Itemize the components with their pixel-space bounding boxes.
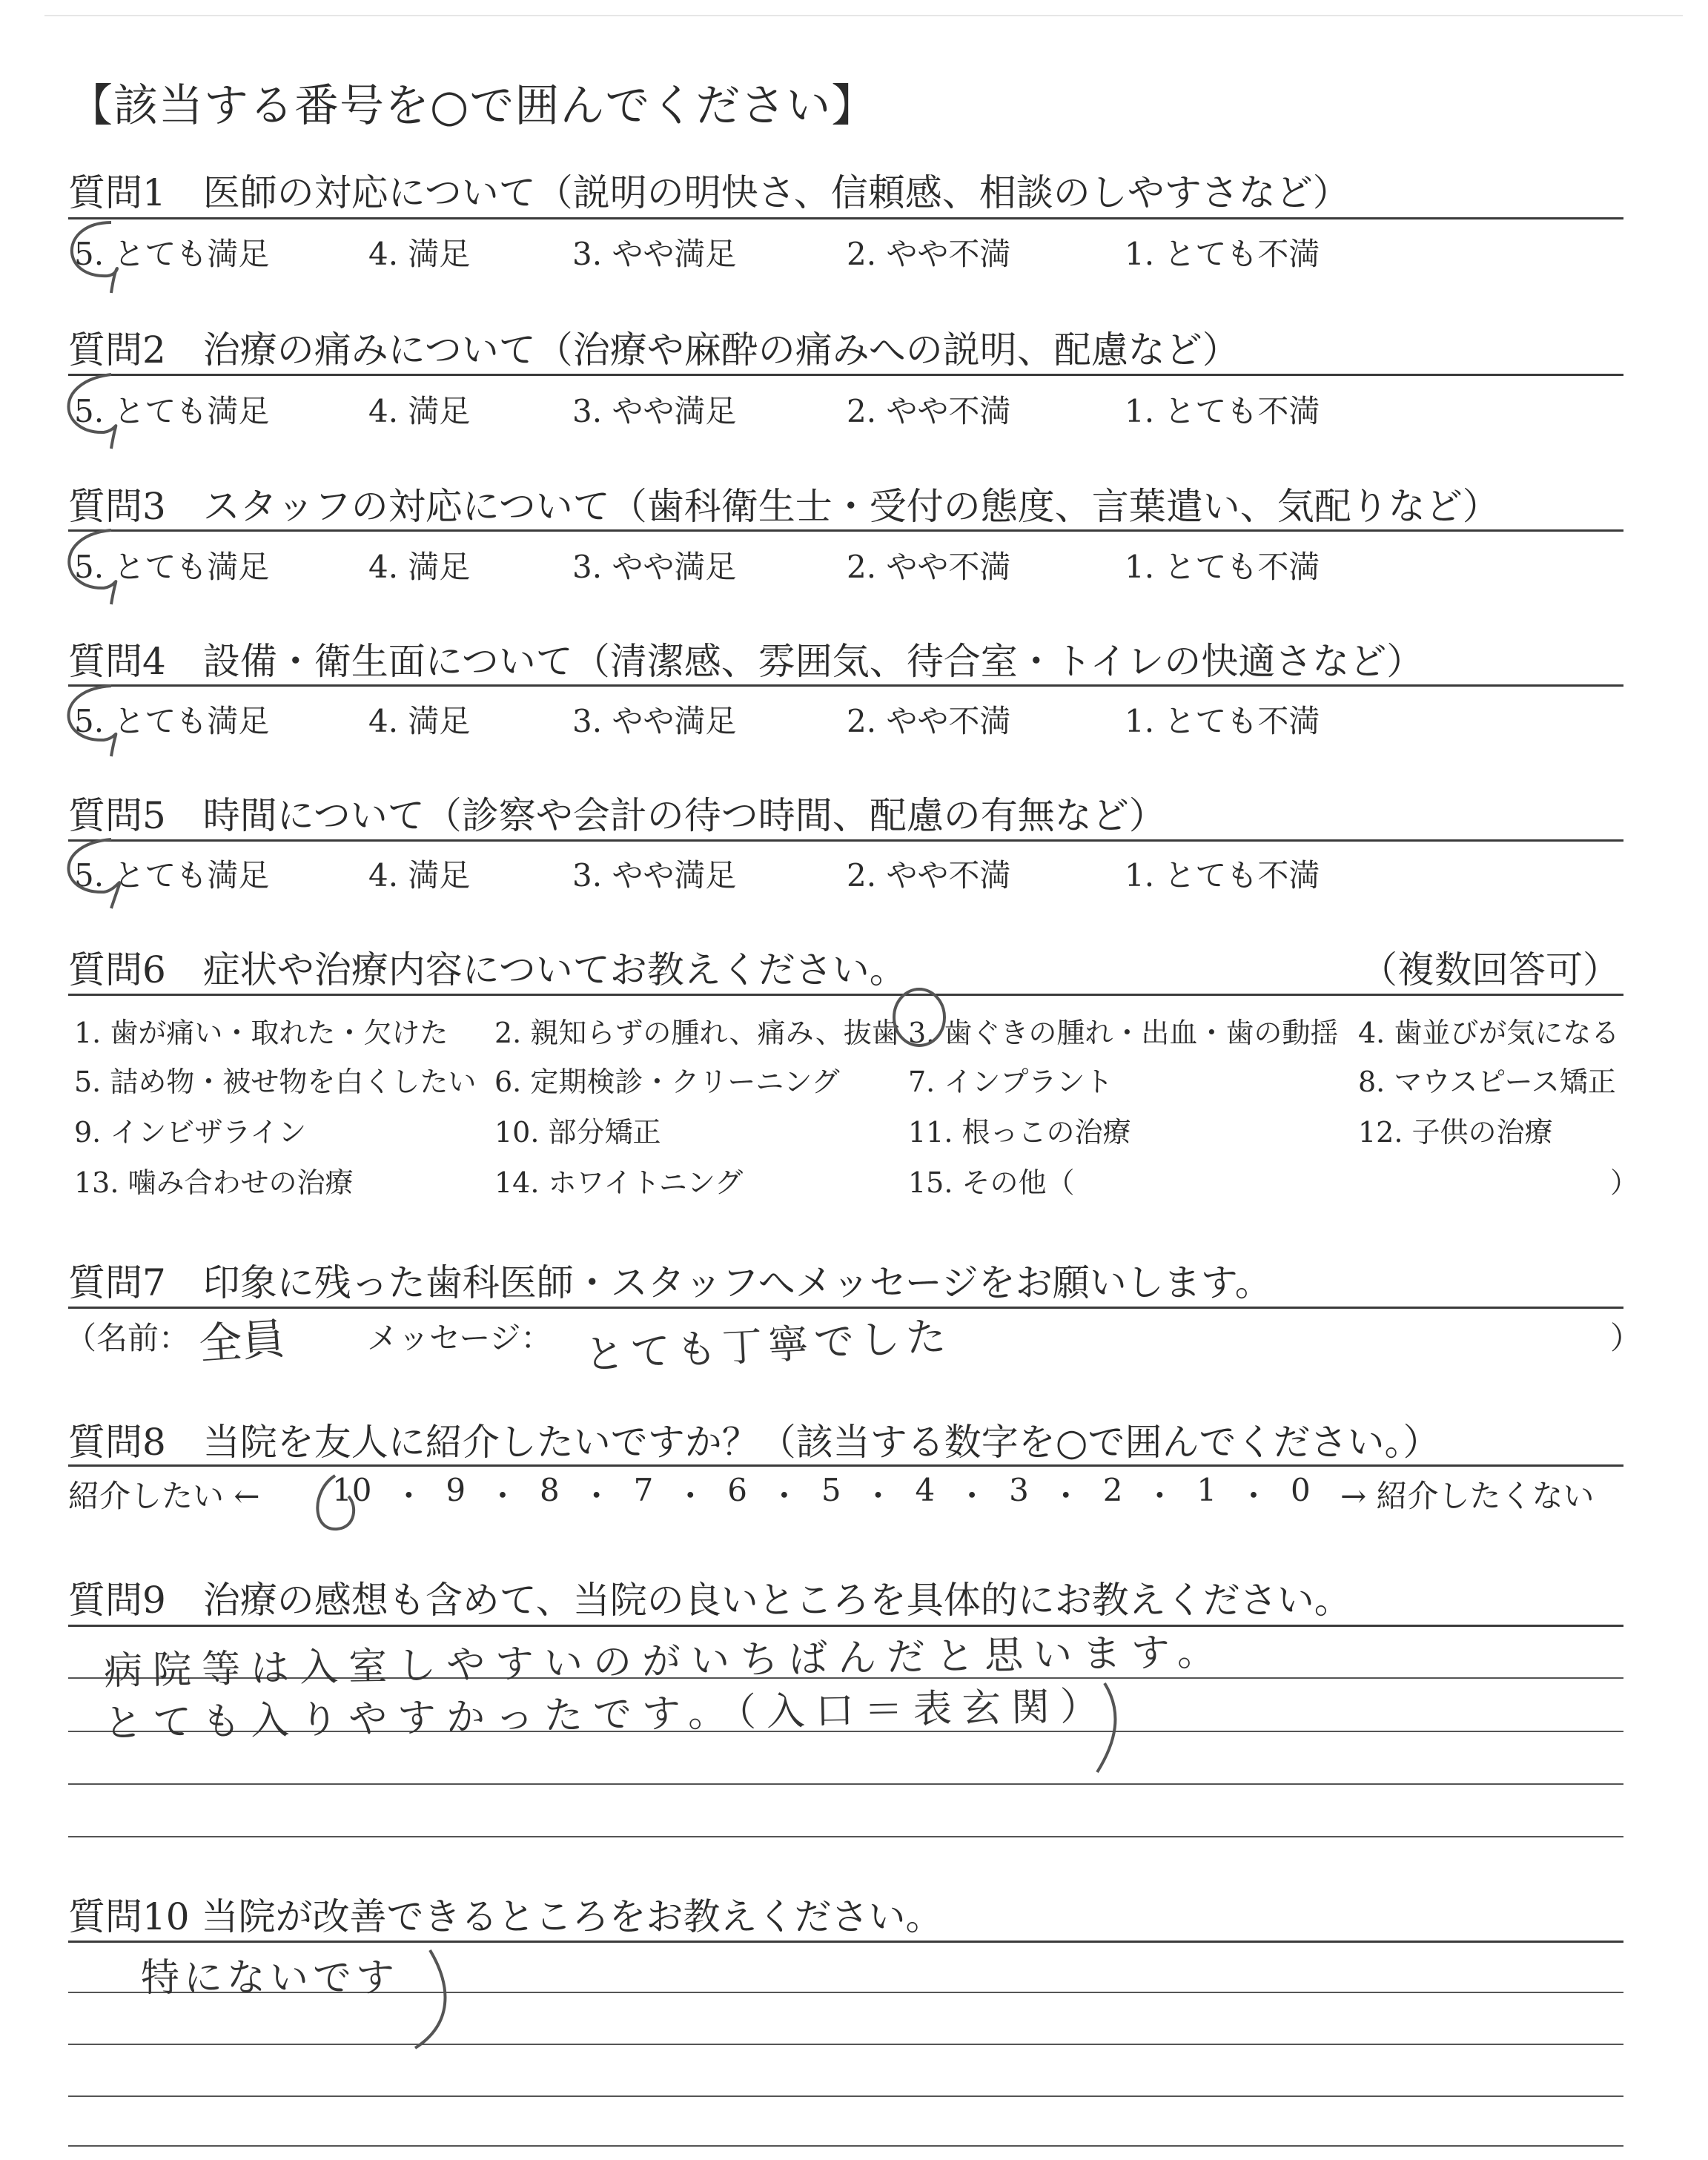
symptom-option-15-other[interactable]: 15. その他（ bbox=[908, 1166, 1075, 1199]
symptom-option-10[interactable]: 10. 部分矯正 bbox=[494, 1116, 661, 1149]
recommend-scale bbox=[332, 1472, 1311, 1516]
recommend-6[interactable]: 6 bbox=[727, 1472, 747, 1508]
symptom-option-13[interactable]: 13. 噛み合わせの治療 bbox=[74, 1166, 354, 1199]
question-heading: 質問2 治療の痛みについて（治療や麻酔の痛みへの説明、配慮など） bbox=[68, 328, 1239, 371]
separator-dot: ・ bbox=[580, 1478, 612, 1514]
separator-dot: ・ bbox=[768, 1478, 800, 1514]
rule bbox=[68, 529, 1623, 532]
separator-dot: ・ bbox=[1144, 1478, 1176, 1514]
recommend-3[interactable]: 3 bbox=[1009, 1472, 1029, 1508]
rule bbox=[68, 994, 1623, 996]
question-heading: 質問5 時間について（診察や会計の待つ時間、配慮の有無など） bbox=[68, 794, 1166, 837]
message-close-paren: ） bbox=[1610, 1320, 1642, 1356]
option-2[interactable]: 2. やや不満 bbox=[847, 236, 1011, 272]
answer-line bbox=[68, 1836, 1623, 1837]
question-heading: 質問1 医師の対応について（説明の明快さ、信頼感、相談のしやすさなど） bbox=[68, 171, 1350, 214]
recommend-7[interactable]: 7 bbox=[633, 1472, 654, 1508]
message-label: メッセージ： bbox=[367, 1320, 552, 1356]
option-5[interactable]: 5. とても満足 bbox=[74, 549, 270, 585]
separator-dot: ・ bbox=[1238, 1478, 1270, 1514]
symptom-option-11[interactable]: 11. 根っこの治療 bbox=[908, 1116, 1131, 1149]
question-heading: 質問10 当院が改善できるところをお教えください。 bbox=[68, 1895, 943, 1938]
symptom-option-1[interactable]: 1. 歯が痛い・取れた・欠けた bbox=[74, 1017, 448, 1049]
recommend-4[interactable]: 4 bbox=[915, 1472, 936, 1508]
option-2[interactable]: 2. やや不満 bbox=[847, 549, 1011, 585]
name-handwritten[interactable]: 全員 bbox=[197, 1313, 287, 1370]
top-edge-line bbox=[44, 15, 1683, 16]
message-handwritten[interactable]: とても丁寧でした bbox=[583, 1312, 953, 1378]
symptom-option-9[interactable]: 9. インビザライン bbox=[74, 1116, 307, 1149]
rule bbox=[68, 217, 1623, 219]
option-4[interactable]: 4. 満足 bbox=[368, 393, 471, 429]
symptom-option-4[interactable]: 4. 歯並びが気になる bbox=[1358, 1017, 1620, 1049]
other-close-paren: ） bbox=[1610, 1166, 1639, 1199]
recommend-left-label: 紹介したい ← bbox=[68, 1478, 260, 1514]
recommend-8[interactable]: 8 bbox=[539, 1472, 560, 1508]
question-heading: 質問6 症状や治療内容についてお教えください。 bbox=[68, 948, 907, 991]
multiple-answer-note: （複数回答可） bbox=[1360, 948, 1620, 991]
recommend-5[interactable]: 5 bbox=[821, 1472, 841, 1508]
option-4[interactable]: 4. 満足 bbox=[368, 549, 471, 585]
answer-handwritten-line-1[interactable]: 病院等は入室しやすいのがいちばんだと思います。 bbox=[103, 1629, 1227, 1694]
name-label: （名前： bbox=[65, 1320, 191, 1356]
option-2[interactable]: 2. やや不満 bbox=[847, 857, 1011, 894]
option-3[interactable]: 3. やや満足 bbox=[572, 549, 737, 585]
recommend-9[interactable]: 9 bbox=[446, 1472, 466, 1508]
separator-dot: ・ bbox=[862, 1478, 894, 1514]
symptom-option-12[interactable]: 12. 子供の治療 bbox=[1358, 1116, 1553, 1149]
option-2[interactable]: 2. やや不満 bbox=[847, 703, 1011, 739]
rule bbox=[68, 1307, 1623, 1309]
option-5[interactable]: 5. とても満足 bbox=[74, 393, 270, 429]
option-1[interactable]: 1. とても不満 bbox=[1125, 703, 1320, 739]
rule bbox=[68, 1464, 1623, 1467]
recommend-10[interactable]: 10 bbox=[332, 1472, 372, 1508]
question-heading: 質問9 治療の感想も含めて、当院の良いところを具体的にお教えください。 bbox=[68, 1579, 1351, 1622]
option-3[interactable]: 3. やや満足 bbox=[572, 703, 737, 739]
rule bbox=[68, 839, 1623, 842]
page-title: 【該当する番号を○で囲んでください】 bbox=[68, 80, 877, 132]
rule bbox=[68, 684, 1623, 687]
symptom-option-5[interactable]: 5. 詰め物・被せ物を白くしたい bbox=[74, 1066, 477, 1098]
option-1[interactable]: 1. とても不満 bbox=[1125, 393, 1320, 429]
recommend-2[interactable]: 2 bbox=[1102, 1472, 1123, 1508]
recommend-1[interactable]: 1 bbox=[1196, 1472, 1217, 1508]
separator-dot: ・ bbox=[956, 1478, 988, 1514]
option-3[interactable]: 3. やや満足 bbox=[572, 857, 737, 894]
answer-line bbox=[68, 2095, 1623, 2097]
separator-dot: ・ bbox=[675, 1478, 706, 1514]
option-5[interactable]: 5. とても満足 bbox=[74, 857, 270, 894]
rule bbox=[68, 1941, 1623, 1943]
symptom-option-6[interactable]: 6. 定期検診・クリーニング bbox=[494, 1066, 840, 1098]
recommend-right-label: → 紹介したくない bbox=[1340, 1478, 1595, 1514]
question-heading: 質問8 当院を友人に紹介したいですか？（該当する数字を○で囲んでください。） bbox=[68, 1421, 1440, 1464]
separator-dot: ・ bbox=[393, 1478, 425, 1514]
answer-line bbox=[68, 1783, 1623, 1785]
symptom-option-8[interactable]: 8. マウスピース矯正 bbox=[1358, 1066, 1616, 1098]
symptom-option-2[interactable]: 2. 親知らずの腫れ、痛み、抜歯 bbox=[494, 1017, 900, 1049]
option-3[interactable]: 3. やや満足 bbox=[572, 236, 737, 272]
separator-dot: ・ bbox=[487, 1478, 519, 1514]
recommend-0[interactable]: 0 bbox=[1290, 1472, 1311, 1508]
option-5[interactable]: 5. とても満足 bbox=[74, 236, 270, 272]
answer-line bbox=[68, 2044, 1623, 2045]
option-1[interactable]: 1. とても不満 bbox=[1125, 236, 1320, 272]
question-heading: 質問3 スタッフの対応について（歯科衛生士・受付の態度、言葉遣い、気配りなど） bbox=[68, 485, 1500, 528]
option-5[interactable]: 5. とても満足 bbox=[74, 703, 270, 739]
symptom-option-14[interactable]: 14. ホワイトニング bbox=[494, 1166, 744, 1199]
option-1[interactable]: 1. とても不満 bbox=[1125, 857, 1320, 894]
answer-handwritten-line-1[interactable]: 特にないです bbox=[141, 1956, 400, 2001]
answer-line bbox=[68, 2145, 1623, 2147]
question-heading: 質問4 設備・衛生面について（清潔感、雰囲気、待合室・トイレの快適さなど） bbox=[68, 640, 1424, 683]
q10-hook bbox=[415, 1950, 445, 2048]
answer-handwritten-line-2[interactable]: とても入りやすかったです。（入口＝表玄関） bbox=[103, 1684, 1110, 1746]
rule bbox=[68, 374, 1623, 376]
option-4[interactable]: 4. 満足 bbox=[368, 857, 471, 894]
separator-dot: ・ bbox=[1050, 1478, 1082, 1514]
option-4[interactable]: 4. 満足 bbox=[368, 236, 471, 272]
symptom-option-7[interactable]: 7. インプラント bbox=[908, 1066, 1113, 1098]
option-4[interactable]: 4. 満足 bbox=[368, 703, 471, 739]
symptom-option-3[interactable]: 3. 歯ぐきの腫れ・出血・歯の動揺 bbox=[908, 1017, 1339, 1049]
option-3[interactable]: 3. やや満足 bbox=[572, 393, 737, 429]
option-1[interactable]: 1. とても不満 bbox=[1125, 549, 1320, 585]
question-heading: 質問7 印象に残った歯科医師・スタッフへメッセージをお願いします。 bbox=[68, 1261, 1272, 1304]
option-2[interactable]: 2. やや不満 bbox=[847, 393, 1011, 429]
